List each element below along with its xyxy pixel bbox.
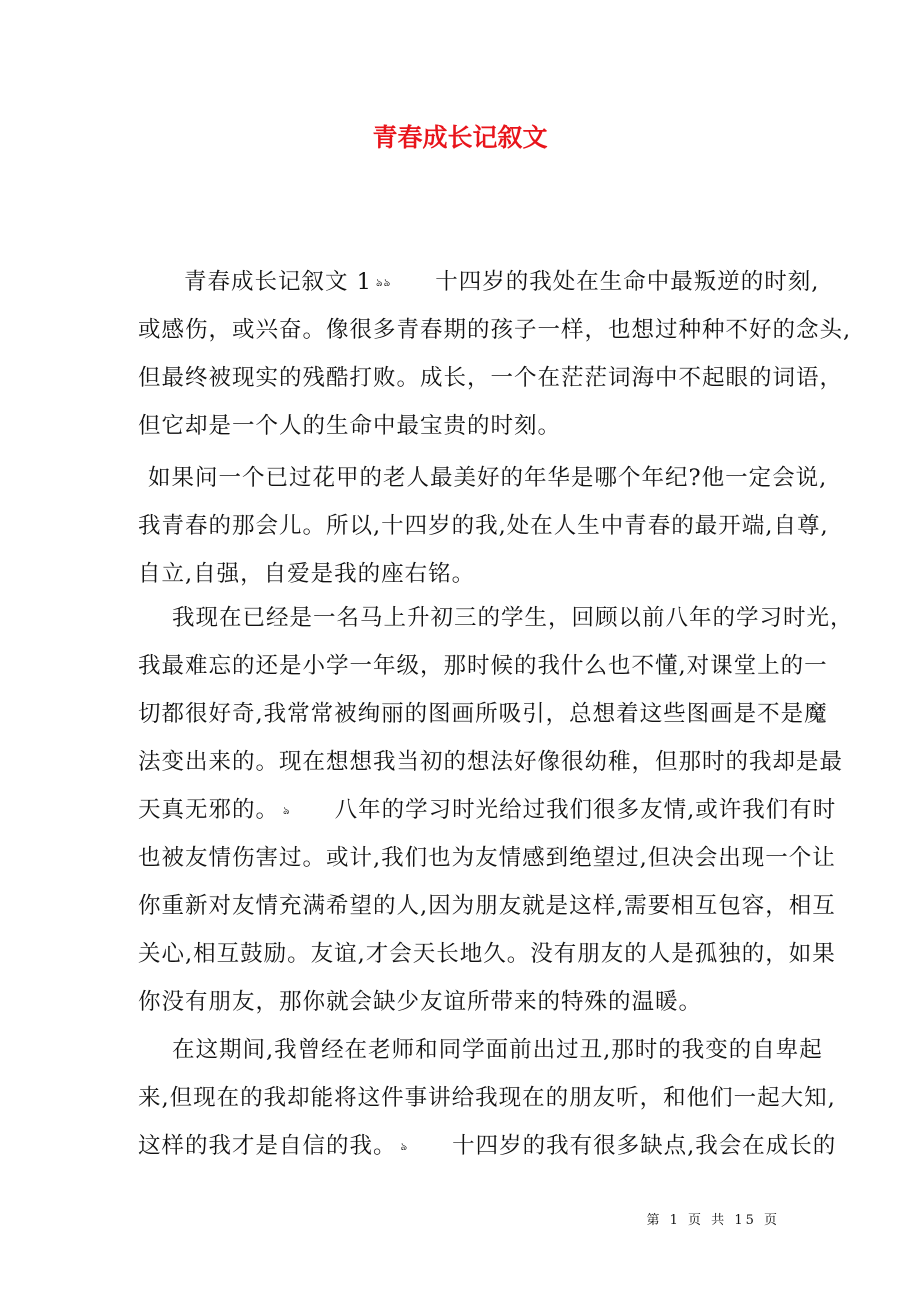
body-line: 在这期间,我曾经在老师和同学面前出过丑,那时的我变的自卑起 (172, 1037, 823, 1063)
body-line: 法变出来的。现在想想我当初的想法好像很幼稚，但那时的我却是最 (138, 749, 844, 775)
body-line: 我现在已经是一名马上升初三的学生，回顾以前八年的学习时光， (172, 605, 854, 631)
body-text: 十四岁的我有很多缺点,我会在成长的 (452, 1133, 837, 1159)
body-line: 关心,相互鼓励。友谊,才会天长地久。没有朋友的人是孤独的，如果 (138, 941, 836, 967)
body-line (138, 1131, 836, 1162)
body-line: 或感伤，或兴奋。像很多青春期的孩子一样，也想过种种不好的念头, (138, 317, 852, 343)
paragraph-mark-icon: ঌ (283, 804, 291, 817)
body-text: 这样的我才是自信的我。 (138, 1133, 397, 1159)
body-text: 青春成长记叙文 1 (184, 269, 372, 295)
paragraph-mark-icon: ঌ (400, 1140, 409, 1153)
body-line: 但它却是一个人的生命中最宝贵的时刻。 (138, 413, 562, 439)
body-text: 十四岁的我处在生命中最叛逆的时刻, (435, 269, 820, 295)
body-line: 自立,自强，自爱是我的座右铭。 (138, 561, 476, 587)
body-line: 我最难忘的还是小学一年级，那时候的我什么也不懂,对课堂上的一 (138, 653, 828, 679)
body-line: 也被友情伤害过。或计,我们也为友情感到绝望过,但决会出现一个让 (138, 845, 836, 871)
body-line (138, 795, 836, 826)
page-number: 第 1 页 共 15 页 (646, 1213, 780, 1228)
body-text: 八年的学习时光给过我们很多友情,或许我们有时 (334, 797, 837, 823)
body-text: 天真无邪的。 (138, 797, 280, 823)
paragraph-mark-icon: ঌঌ (375, 276, 392, 289)
body-line: 如果问一个已过花甲的老人最美好的年华是哪个年纪?他一定会说, (148, 465, 828, 491)
document-title: 青春成长记叙文 (372, 123, 548, 152)
body-line (184, 267, 819, 298)
body-line: 切都很好奇,我常常被绚丽的图画所吸引，总想着这些图画是不是魔 (138, 701, 828, 727)
body-line: 但最终被现实的残酷打败。成长，一个在茫茫词海中不起眼的词语， (138, 365, 844, 391)
body-line: 我青春的那会儿。所以,十四岁的我,处在人生中青春的最开端,自尊, (138, 513, 829, 539)
body-line: 你没有朋友，那你就会缺少友谊所带来的特殊的温暖。 (138, 989, 703, 1015)
body-line: 你重新对友情充满希望的人,因为朋友就是这样,需要相互包容，相互 (138, 893, 836, 919)
body-line: 来,但现在的我却能将这件事讲给我现在的朋友听，和他们一起大知, (138, 1085, 836, 1111)
